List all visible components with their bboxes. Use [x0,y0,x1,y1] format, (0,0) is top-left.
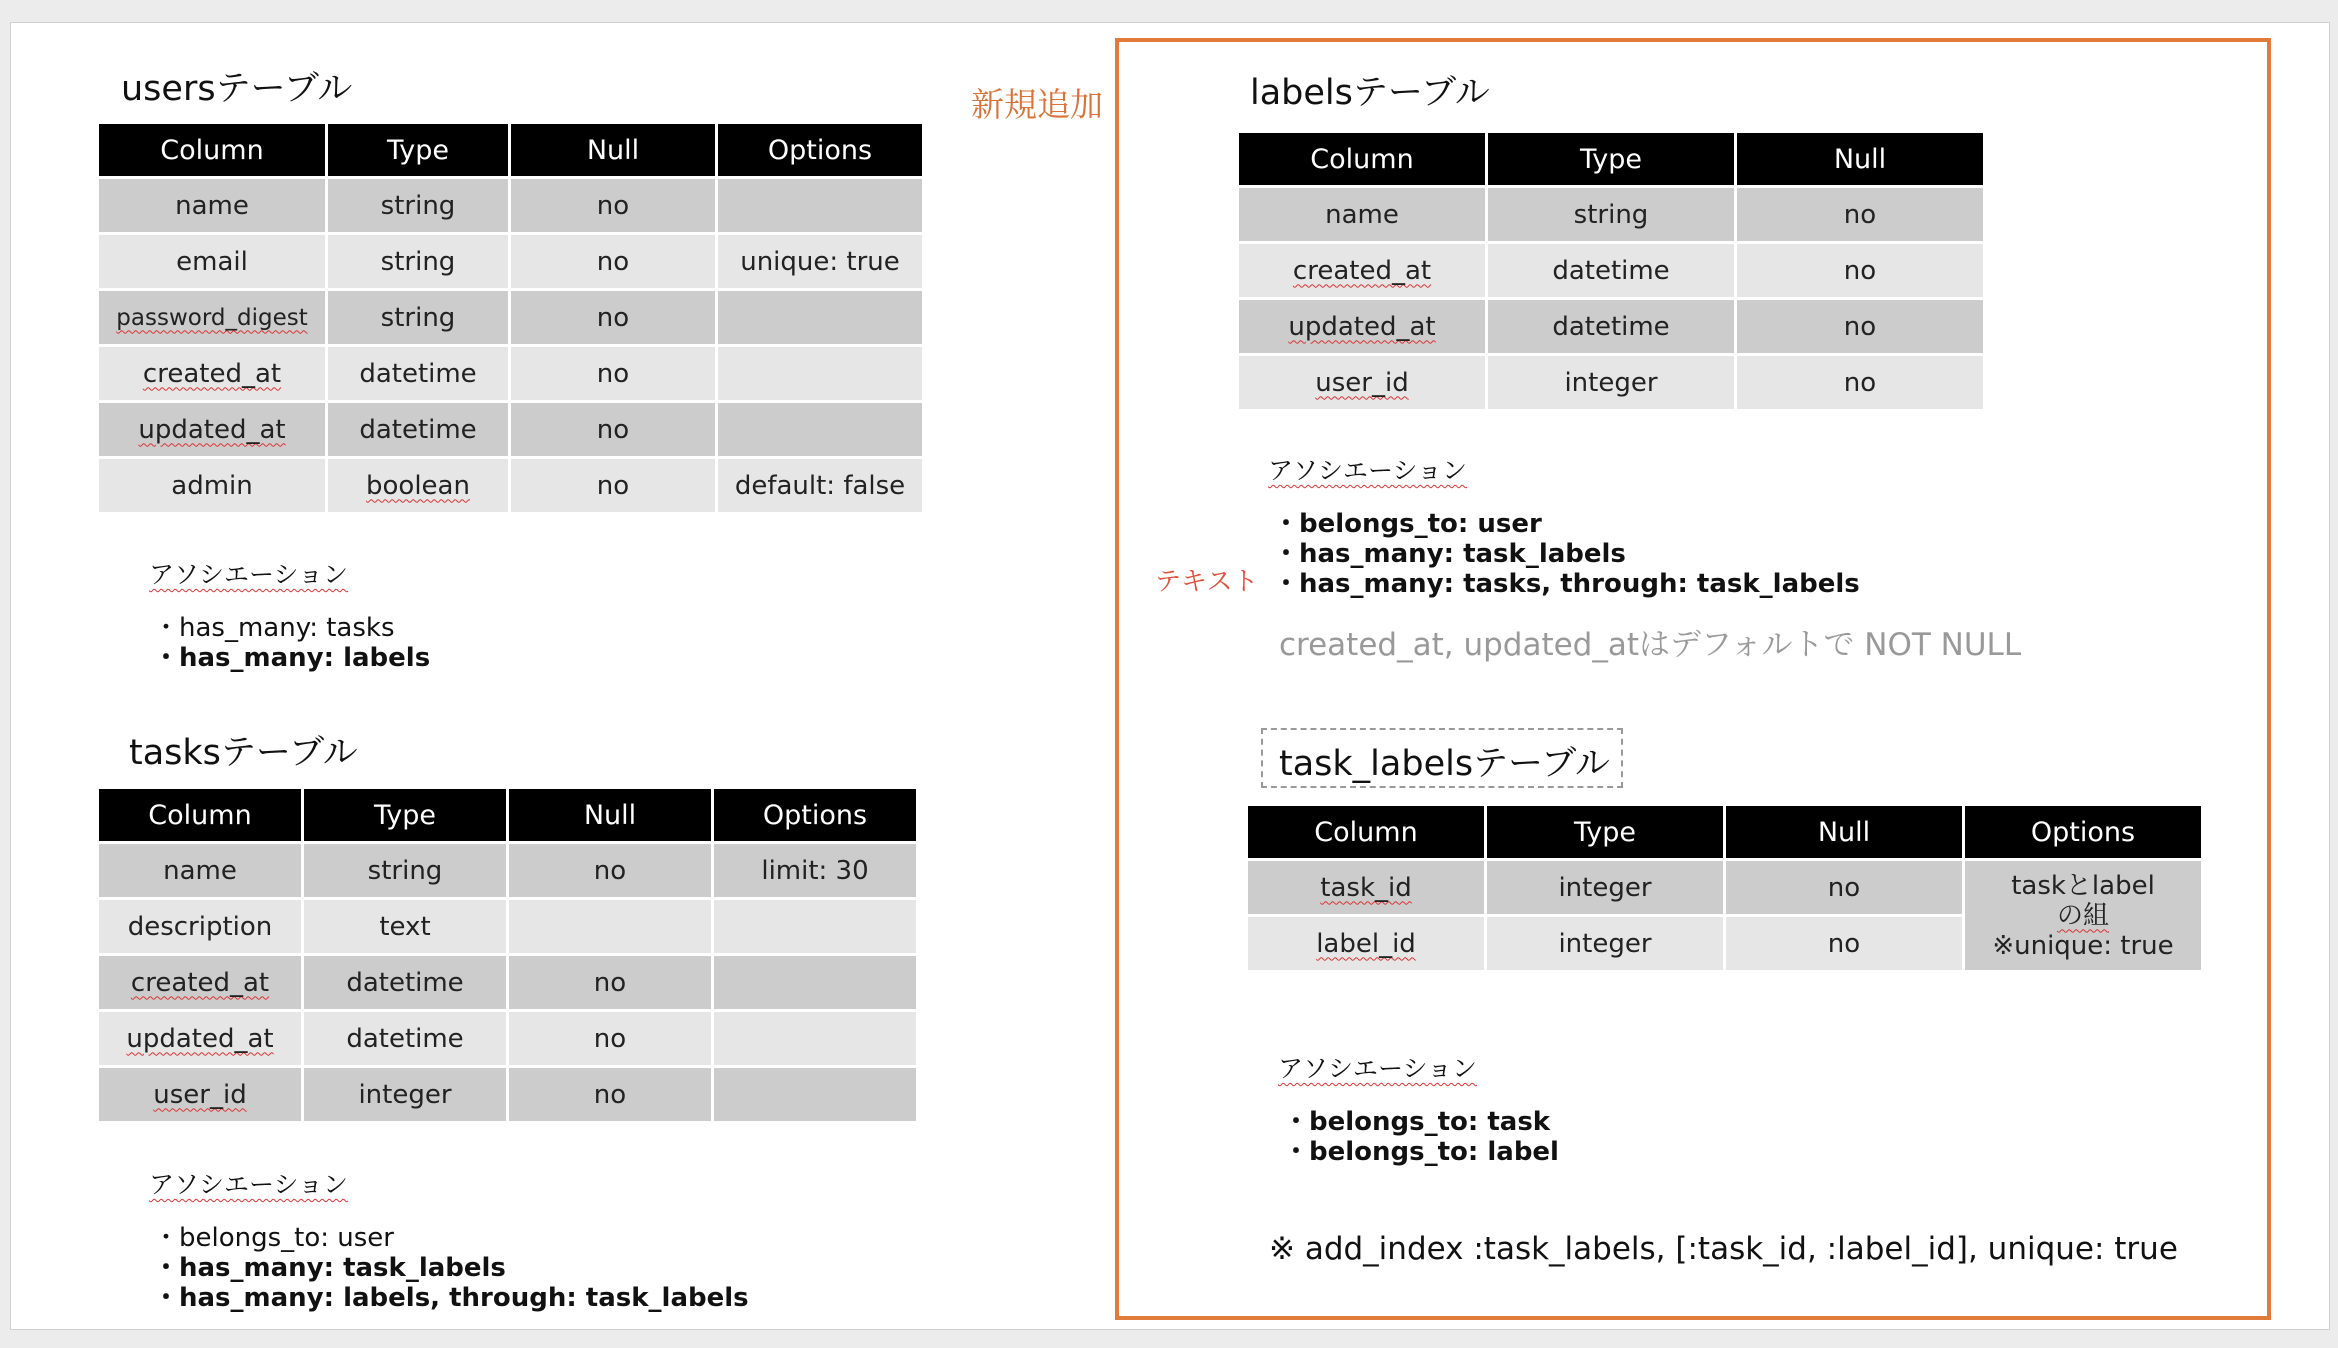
assoc-item: ・has_many: task_labels [1273,539,1626,569]
cell: string [328,235,508,288]
cell: name [99,179,325,232]
cell: limit: 30 [714,844,916,897]
table-row [99,844,916,897]
assoc-item: ・has_many: task_labels [153,1253,506,1283]
table-row [99,956,916,1009]
labels-assoc-list [1273,509,1860,599]
cell [714,900,916,953]
slide [10,22,2330,1330]
cell: datetime [328,347,508,400]
cell: no [509,956,711,1009]
table-header-row [1239,133,1983,185]
header-cell: Options [1965,806,2201,858]
table-header-row [99,789,916,841]
cell: label_id [1248,917,1484,970]
header-cell: Null [509,789,711,841]
cell [714,1012,916,1065]
header-cell: Null [511,124,715,176]
table-row [99,235,922,288]
assoc-item: ・has_many: labels, through: task_labels [153,1283,749,1313]
table-row [99,900,916,953]
cell: description [99,900,301,953]
cell: updated_at [1239,300,1485,353]
header-cell: Column [99,124,325,176]
cell: integer [304,1068,506,1121]
cell [718,403,922,456]
cell [714,1068,916,1121]
new-addition-label: 新規追加 [971,85,1103,124]
cell [714,956,916,1009]
cell: updated_at [99,1012,301,1065]
task-labels-assoc-list [1283,1107,1559,1167]
cell: integer [1487,917,1723,970]
table-row [1239,356,1983,409]
cell: admin [99,459,325,512]
table-row [99,291,922,344]
table-row [1239,300,1983,353]
cell: no [509,844,711,897]
cell: unique: true [718,235,922,288]
assoc-item: ・belongs_to: task [1283,1107,1551,1137]
tasks-table-title: tasksテーブル [129,733,358,773]
cell: email [99,235,325,288]
cell: no [1726,861,1962,914]
tasks-assoc-list [153,1223,749,1313]
cell: no [511,179,715,232]
cell: created_at [1239,244,1485,297]
cell: name [99,844,301,897]
cell: no [509,1068,711,1121]
cell: no [1737,188,1983,241]
cell: datetime [328,403,508,456]
users-assoc-title: アソシエーション [149,560,349,589]
cell: default: false [718,459,922,512]
cell: no [1737,300,1983,353]
users-assoc-list [153,613,430,673]
tasks-table [96,786,919,1124]
not-null-note: created_at, updated_atはデフォルトで NOT NULL [1279,627,2022,663]
table-row [1239,244,1983,297]
header-cell: Type [1487,806,1723,858]
table-row [99,403,922,456]
header-cell: Options [714,789,916,841]
cell: string [328,291,508,344]
assoc-item: ・has_many: tasks, through: task_labels [1273,569,1860,599]
cell: string [1488,188,1734,241]
labels-table-title: labelsテーブル [1250,73,1490,113]
header-cell: Null [1726,806,1962,858]
assoc-item: ・has_many: tasks [153,613,395,643]
assoc-item: ・has_many: labels [153,643,431,673]
cell: string [304,844,506,897]
table-row [99,459,922,512]
labels-table [1236,130,1986,412]
table-header-row [99,124,922,176]
cell: no [511,291,715,344]
header-cell: Column [1239,133,1485,185]
table-row [99,179,922,232]
cell: name [1239,188,1485,241]
cell: no [511,459,715,512]
assoc-item: ・belongs_to: user [1273,509,1542,539]
cell: created_at [99,347,325,400]
header-cell: Null [1737,133,1983,185]
cell: boolean [328,459,508,512]
cell: no [1737,356,1983,409]
header-cell: Column [1248,806,1484,858]
table-row [99,347,922,400]
cell: datetime [304,1012,506,1065]
cell: user_id [99,1068,301,1121]
header-cell: Options [718,124,922,176]
table-row [1239,188,1983,241]
cell: no [1737,244,1983,297]
cell: integer [1488,356,1734,409]
cell: datetime [1488,300,1734,353]
task-labels-table [1245,803,2204,973]
cell: no [1726,917,1962,970]
table-row [99,1068,916,1121]
table-header-row [1248,806,2201,858]
cell: user_id [1239,356,1485,409]
task-labels-assoc-title: アソシエーション [1278,1054,1478,1083]
cell [718,179,922,232]
users-table-title: usersテーブル [121,69,353,109]
cell: password_digest [99,291,325,344]
assoc-item: ・belongs_to: user [153,1223,394,1253]
text-label: テキスト [1155,567,1259,597]
task-labels-table-title: task_labelsテーブル [1279,744,1610,784]
cell: no [511,347,715,400]
add-index-note: ※ add_index :task_labels, [:task_id, :label_id], unique: true [1269,1231,2178,1267]
cell: datetime [304,956,506,1009]
cell: integer [1487,861,1723,914]
header-cell: Type [304,789,506,841]
table-row [1248,861,2201,914]
users-table [96,121,925,515]
table-row [99,1012,916,1065]
cell [718,347,922,400]
cell: updated_at [99,403,325,456]
labels-assoc-title: アソシエーション [1268,456,1468,485]
cell: no [509,1012,711,1065]
assoc-item: ・belongs_to: label [1283,1137,1559,1167]
tasks-assoc-title: アソシエーション [149,1170,349,1199]
cell: string [328,179,508,232]
header-cell: Column [99,789,301,841]
cell: no [511,235,715,288]
cell: datetime [1488,244,1734,297]
cell [509,900,711,953]
cell: created_at [99,956,301,1009]
cell [718,291,922,344]
cell: text [304,900,506,953]
options-merged-cell: taskとlabel の組 ※unique: true [1965,861,2201,970]
header-cell: Type [1488,133,1734,185]
cell: task_id [1248,861,1484,914]
header-cell: Type [328,124,508,176]
cell: no [511,403,715,456]
